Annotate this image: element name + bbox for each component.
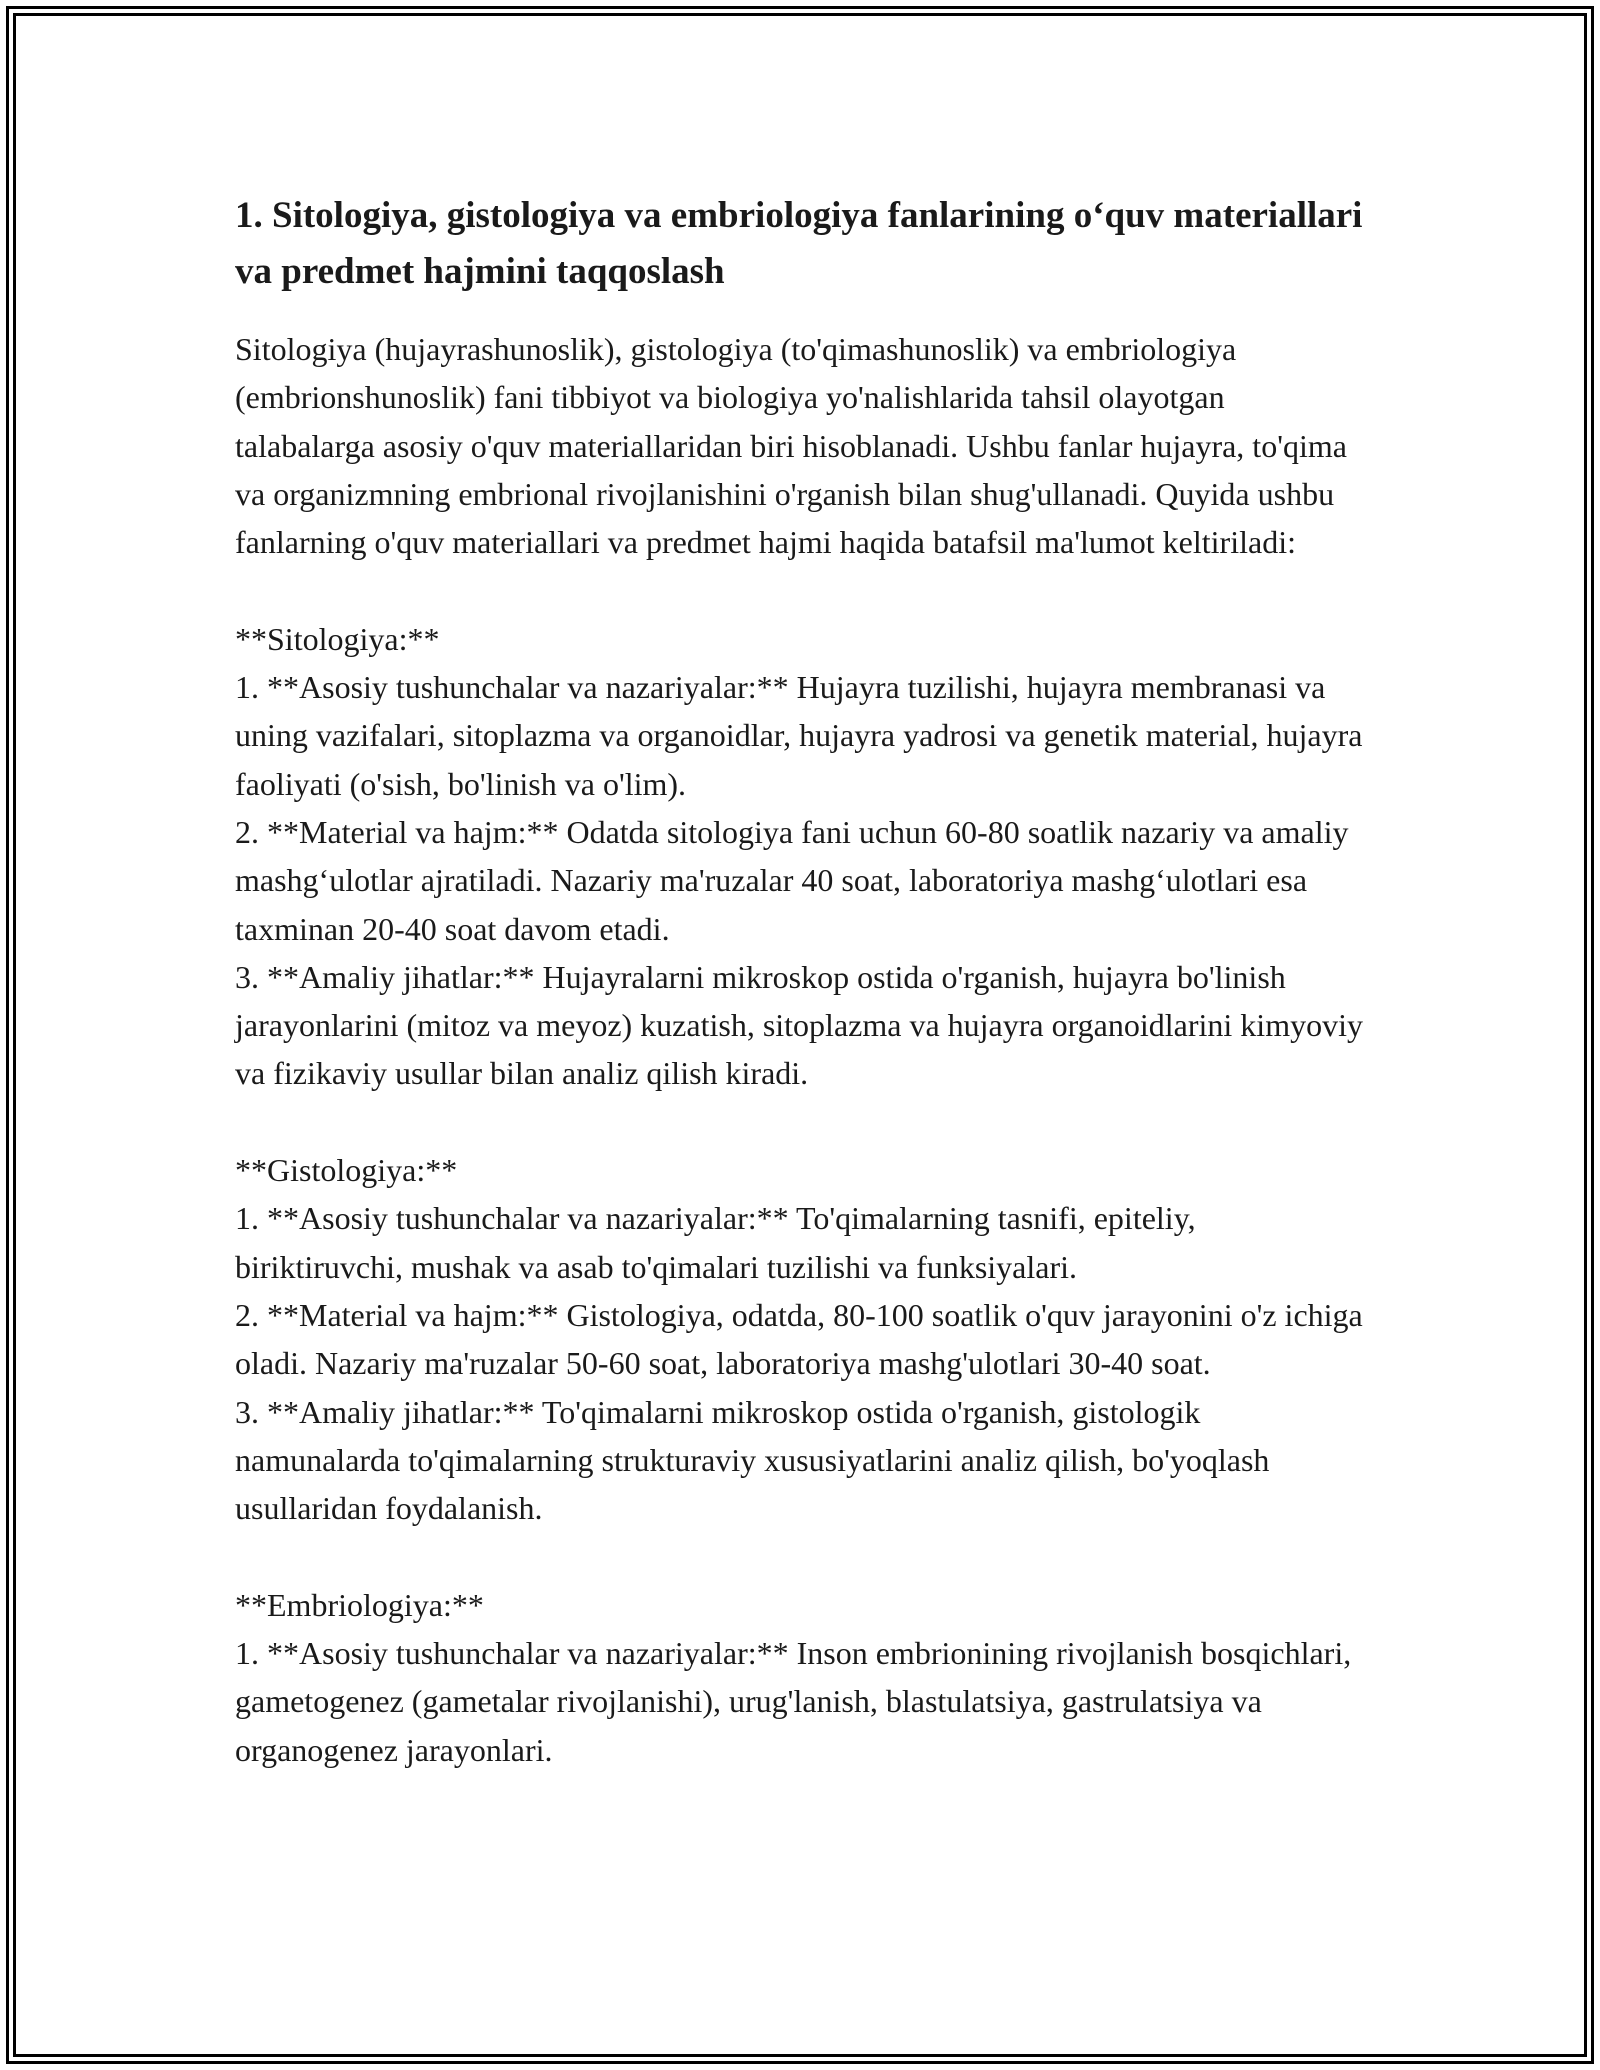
spacer [235, 566, 1370, 614]
section-heading-sitologiya: **Sitologiya:** [235, 620, 440, 657]
spacer [235, 1532, 1370, 1580]
section-heading-embriologiya: **Embriologiya:** [235, 1586, 484, 1623]
section-item: 1. **Asosiy tushunchalar va nazariyalar:** To'qimalarning tasnifi, epiteliy, biriktiruvchi, mushak va asab to'qimalari tuzilishi va funksiyalari. [235, 1200, 1196, 1285]
spacer [235, 1098, 1370, 1146]
section-item: 1. **Asosiy tushunchalar va nazariyalar:** Hujayra tuzilishi, hujayra membranasi va uning vazifalari, sitoplazma va organoidlar, hujayra yadrosi va genetik material, hujayra faoliyati (o'sish, bo'linish va o'lim). [235, 669, 1363, 802]
section-item: 2. **Material va hajm:** Gistologiya, odatda, 80-100 soatlik o'quv jarayonini o'z ichiga oladi. Nazariy ma'ruzalar 50-60 soat, laboratoriya mashg'ulotlari 30-40 soat. [235, 1296, 1363, 1382]
section-item: 3. **Amaliy jihatlar:** To'qimalarni mikroskop ostida o'rganish, gistologik namunalarda to'qimalarning strukturaviy xususiyatlarini analiz qilish, bo'yoqlash usullaridan foydalanish. [235, 1393, 1270, 1527]
section-item: 3. **Amaliy jihatlar:** Hujayralarni mikroskop ostida o'rganish, hujayra bo'linish jarayonlarini (mitoz va meyoz) kuzatish, sitoplazma va hujayra organoidlarini kimyoviy va fizikaviy usullar bilan analiz qilish kiradi. [235, 958, 1363, 1092]
section-item: 1. **Asosiy tushunchalar va nazariyalar:** Inson embrionining rivojlanish bosqichlari, gametogenez (gametalar rivojlanishi), urug'lanish, blastulatsiya, gastrulatsiya va organogenez jarayonlari. [235, 1635, 1352, 1768]
section-item: 2. **Material va hajm:** Odatda sitologiya fani uchun 60-80 soatlik nazariy va amaliy mashg‘ulotlar ajratiladi. Nazariy ma'ruzalar 40 soat, laboratoriya mashg‘ulotlari esa taxminan 20-40 soat davom etadi. [235, 813, 1349, 947]
document-title: 1. Sitologiya, gistologiya va embriologiya fanlarining o‘quv materiallari va predmet hajmini taqqoslash [235, 195, 1363, 292]
intro-paragraph: Sitologiya (hujayrashunoslik), gistologiya (to'qimashunoslik) va embriologiya (embrionshunoslik) fani tibbiyot va biologiya yo'nalishlarida tahsil olayotgan talabalarga asosiy o'quv materiallaridan biri hisoblanadi. Ushbu fanlar hujayra, to'qima va organizmning embrional rivojlanishini o'rganish bilan shug'ullanadi. Quyida ushbu fanlarning o'quv materiallari va predmet hajmi haqida batafsil ma'lumot keltiriladi: [235, 331, 1347, 561]
section-heading-gistologiya: **Gistologiya:** [235, 1152, 458, 1189]
document-body [235, 188, 1370, 1774]
